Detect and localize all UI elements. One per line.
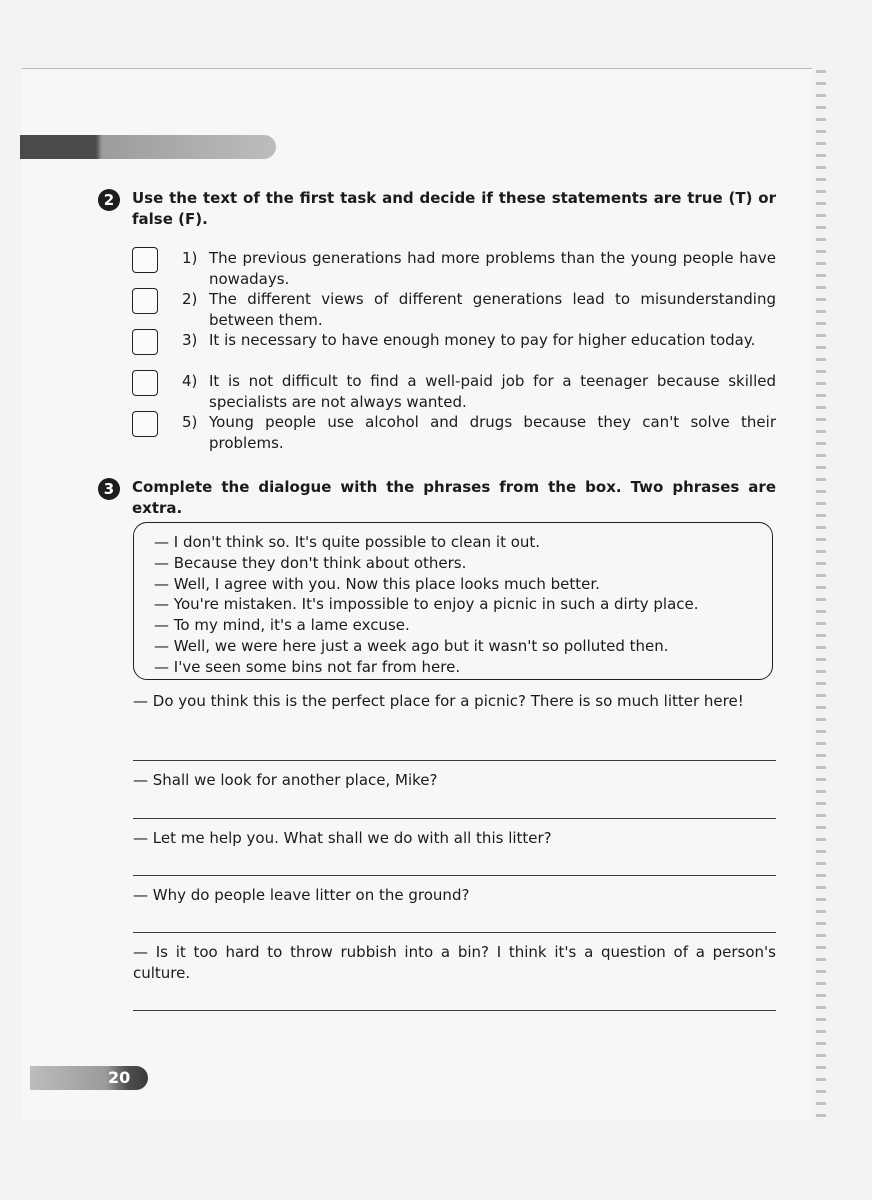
statement-number: 3) xyxy=(182,331,198,349)
statement-text: The previous generations had more problems than the young people have nowadays. xyxy=(209,249,776,288)
true-false-checkbox[interactable] xyxy=(132,288,158,314)
true-false-checkbox[interactable] xyxy=(132,329,158,355)
statement-item xyxy=(132,246,776,287)
phrase-option: — You're mistaken. It's impossible to enjoy a picnic in such a dirty place. xyxy=(154,595,699,614)
task-2-number: 2 xyxy=(98,189,120,211)
phrase-option: — I've seen some bins not far from here. xyxy=(154,657,461,676)
statement-number: 4) xyxy=(182,372,198,390)
statement-item xyxy=(132,369,776,410)
statement-text: Young people use alcohol and drugs because they can't solve their problems. xyxy=(209,413,776,452)
statement-number: 5) xyxy=(182,413,198,431)
dialogue-line: — Shall we look for another place, Mike? xyxy=(133,771,438,789)
statement-item xyxy=(132,328,776,369)
true-false-checkbox[interactable] xyxy=(132,247,158,273)
statement-list xyxy=(132,246,776,451)
phrase-option: — Well, I agree with you. Now this place looks much better. xyxy=(154,574,600,593)
section-header-bar xyxy=(20,135,276,159)
answer-line[interactable] xyxy=(133,818,776,819)
true-false-checkbox[interactable] xyxy=(132,411,158,437)
statement-number: 2) xyxy=(182,290,198,308)
task-3-number: 3 xyxy=(98,478,120,500)
statement-text: The different views of different generations lead to misunderstanding between them. xyxy=(209,290,776,329)
task-2 xyxy=(98,188,776,230)
true-false-checkbox[interactable] xyxy=(132,370,158,396)
answer-line[interactable] xyxy=(133,1010,776,1011)
dialogue-line: — Is it too hard to throw rubbish into a bin? I think it's a question of a person's culture. xyxy=(133,943,776,982)
phrase-option: — I don't think so. It's quite possible to clean it out. xyxy=(154,533,541,551)
dialogue-line: — Do you think this is the perfect place for a picnic? There is so much litter here! xyxy=(133,692,744,710)
statement-text: It is not difficult to find a well-paid job for a teenager because skilled specialists are not always wanted. xyxy=(209,372,776,411)
phrase-option: — To my mind, it's a lame excuse. xyxy=(154,616,410,635)
task-2-instructions: Use the text of the first task and decide if these statements are true (T) or false (F). xyxy=(132,189,776,228)
perforated-edge xyxy=(816,70,826,1120)
answer-line[interactable] xyxy=(133,932,776,933)
dialogue-line: — Why do people leave litter on the ground? xyxy=(133,886,470,904)
dialogue-line: — Let me help you. What shall we do with all this litter? xyxy=(133,829,552,847)
phrase-option: — Because they don't think about others. xyxy=(154,553,467,572)
statement-text: It is necessary to have enough money to pay for higher education today. xyxy=(209,331,756,349)
answer-line[interactable] xyxy=(133,875,776,876)
page-number: 20 xyxy=(108,1068,131,1087)
answer-line[interactable] xyxy=(133,760,776,761)
statement-item xyxy=(132,410,776,451)
phrase-option: — Well, we were here just a week ago but it wasn't so polluted then. xyxy=(154,636,669,655)
page-number-bar xyxy=(30,1066,148,1090)
task-3-instructions: Complete the dialogue with the phrases from the box. Two phrases are extra. xyxy=(132,478,776,517)
statement-number: 1) xyxy=(182,249,198,267)
phrase-box xyxy=(133,522,773,680)
task-3 xyxy=(98,477,776,519)
statement-item xyxy=(132,287,776,328)
